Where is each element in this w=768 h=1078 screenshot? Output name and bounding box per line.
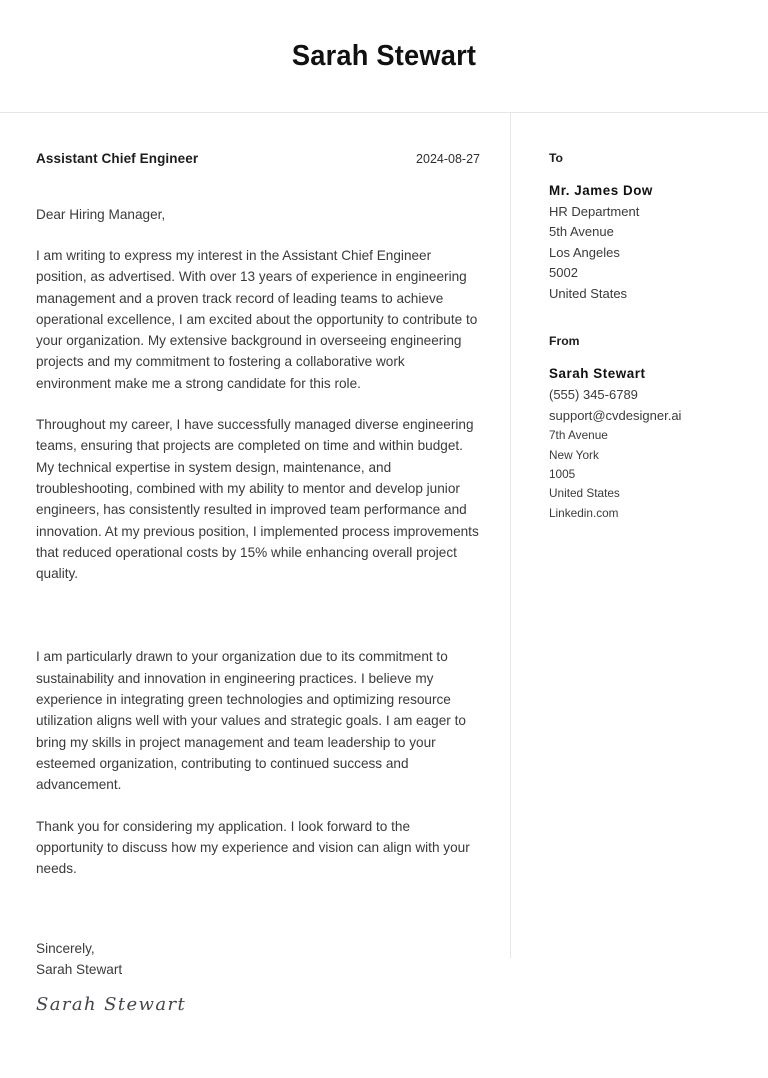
letter-paragraph: I am writing to express my interest in the Assistant Chief Engineer position, as advertised. With over 13 years of experience in engineering management and a proven track record of leading teams to achieve operational excellence, I am excited about the opportunity to contribute to your organization. My extensive background in overseeing engineering projects and my commitment to fostering a collaborative work environment make me a strong candidate for this role.	[36, 248, 478, 391]
recipient-block	[549, 151, 750, 304]
sender-name: Sarah Stewart	[549, 366, 646, 382]
signature: Sarah Stewart	[36, 994, 187, 1016]
letter-paragraph: Throughout my career, I have successfully managed diverse engineering teams, ensuring that projects are completed on time and within budget. My technical expertise in system design, maintenance, and troubleshooting, combined with my ability to mentor and develop junior engineers, has consistently resulted in improved team performance and innovation. At my previous position, I implemented process improvements that reduced operational costs by 15% while enhancing overall project quality.	[36, 417, 479, 582]
document-body	[0, 113, 768, 1015]
recipient-name: Mr. James Dow	[549, 183, 653, 198]
letter-paragraph: Thank you for considering my application. I look forward to the opportunity to discuss how my experience and vision can align with your needs.	[36, 818, 470, 877]
sender-line: 1005	[549, 466, 576, 481]
recipient-line: 5002	[549, 265, 578, 281]
closing-name: Sarah Stewart	[36, 962, 123, 978]
letter-paragraph: I am particularly drawn to your organization due to its commitment to sustainability and innovation in engineering practices. I believe my experience in integrating green technologies and optimizing resource utilization aligns well with your values and strategic goals. I am eager to bring my skills in project management and team leadership to your esteemed organization, contributing to continued success and advancement.	[36, 649, 466, 793]
sender-line: 7th Avenue	[549, 428, 608, 443]
letter-date: 2024-08-27	[416, 152, 480, 166]
document-header	[0, 0, 768, 113]
page-title: Sarah Stewart	[291, 39, 477, 72]
sender-linkedin[interactable]: Linkedin.com	[549, 505, 619, 520]
recipient-label: To	[549, 151, 563, 165]
closing-block	[36, 938, 480, 980]
recipient-line: HR Department	[549, 203, 640, 219]
letter-column	[0, 113, 510, 1015]
salutation: Dear Hiring Manager,	[36, 207, 166, 222]
closing-salutation: Sincerely,	[36, 941, 95, 957]
letter-title-row	[36, 151, 480, 166]
sender-line: United States	[549, 486, 620, 501]
job-title: Assistant Chief Engineer	[36, 151, 199, 166]
recipient-line: 5th Avenue	[549, 224, 614, 240]
sender-email[interactable]: support@cvdesigner.ai	[549, 407, 682, 423]
sender-line: New York	[549, 447, 599, 462]
sender-label: From	[549, 334, 580, 349]
column-divider	[510, 113, 511, 958]
sender-block	[549, 334, 750, 523]
recipient-line: United States	[549, 285, 628, 301]
contact-column	[510, 113, 768, 523]
recipient-line: Los Angeles	[549, 244, 620, 260]
sender-phone: (555) 345-6789	[549, 386, 638, 402]
